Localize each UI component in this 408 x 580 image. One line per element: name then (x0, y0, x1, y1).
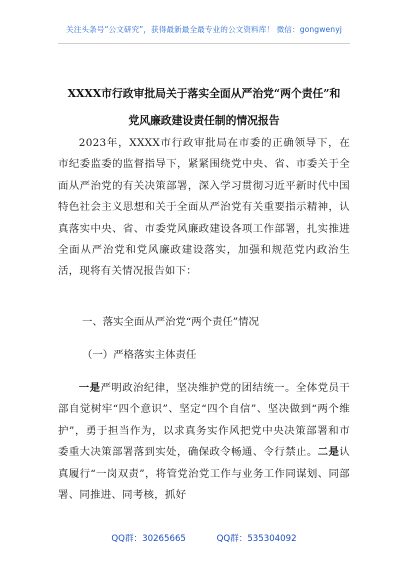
body-paragraph (58, 378, 350, 506)
footer-qq-1: QQ群：30265665 (111, 534, 186, 544)
section-heading: 一、落实全面从严治党“两个责任”情况 (82, 316, 259, 328)
lead-marker-1: 一是 (78, 382, 101, 394)
title-line-1: XXXX市行政审批局关于落实全面从严治党“两个责任”和 (67, 87, 341, 100)
paragraph-text-1: 严明政治纪律，坚决维护党的团结统一。全体党员干部自觉树牢“四个意识”、坚定“四个自信”、坚决做到“两个维护”，勇于担当作为，以求真务实作风把党中央决策部署和市委重大决策部署落到实处，确保政令畅通、令行禁止。 (58, 382, 350, 459)
intro-paragraph: 2023年，XXXX市行政审批局在市委的正确领导下，在市纪委监委的监督指导下，紧紧围绕党中央、省、市委关于全面从严治党的有关决策部署，深入学习贯彻习近平新时代中国特色社会主义思想和关于全面从严治党有关重要指示精神，认真落实中央、省、市委党风廉政建设各项工作部署，扎实推进全面从严治党和党风廉政建设落实，加强和规范党内政治生活，现将有关情况报告如下： (58, 137, 350, 278)
paragraph-text-2: 认真履行“一岗双责”，将管党治党工作与业务工作同谋划、同部署、同推进、同考核，抓好 (58, 446, 350, 502)
footer (0, 532, 408, 544)
footer-qq-2: QQ群：535304092 (216, 534, 297, 544)
intro-paragraph-block (58, 133, 350, 283)
header-notice: 关注头条号“公文研究”，获得最新最全最专业的公文资料库！ 微信：gongwenyj (66, 25, 342, 34)
title-line-2: 党风廉政建设责任制的情况报告 (128, 114, 280, 127)
header-divider (58, 43, 350, 44)
document-title (52, 80, 356, 134)
subsection-heading: （一）严格落实主体责任 (82, 349, 197, 361)
body-paragraph-block (58, 378, 350, 506)
lead-marker-2: 二是 (317, 446, 340, 459)
